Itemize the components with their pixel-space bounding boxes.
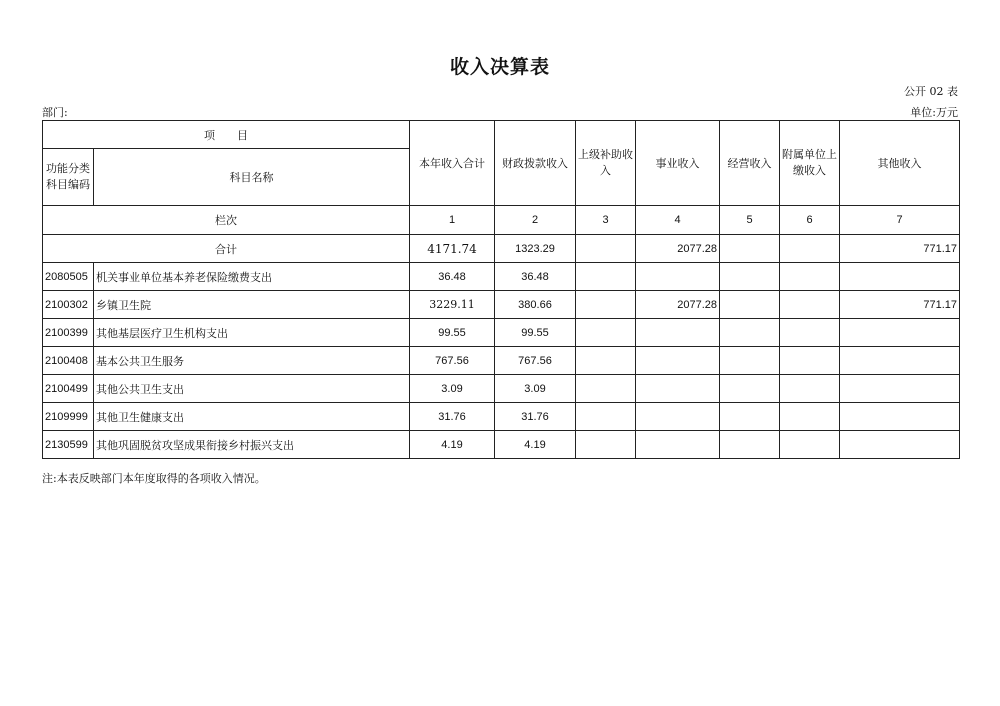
index-number: 4 xyxy=(636,206,720,235)
row-code: 2100499 xyxy=(43,375,94,403)
row-value xyxy=(840,347,960,375)
row-value xyxy=(840,431,960,459)
row-value xyxy=(840,263,960,291)
row-value xyxy=(720,319,780,347)
row-value xyxy=(720,375,780,403)
row-value xyxy=(576,291,636,319)
index-number: 5 xyxy=(720,206,780,235)
total-cell: 2077.28 xyxy=(636,235,720,263)
header-superior-subsidy: 上级补助收入 xyxy=(576,121,636,206)
row-code: 2130599 xyxy=(43,431,94,459)
row-value xyxy=(576,263,636,291)
row-code: 2100399 xyxy=(43,319,94,347)
index-number: 3 xyxy=(576,206,636,235)
row-value xyxy=(780,291,840,319)
row-value xyxy=(840,375,960,403)
row-name: 基本公共卫生服务 xyxy=(94,347,410,375)
row-code: 2109999 xyxy=(43,403,94,431)
row-value xyxy=(780,375,840,403)
row-value: 3229.11 xyxy=(410,291,495,319)
header-affiliated-income: 附属单位上缴收入 xyxy=(780,121,840,206)
index-number: 6 xyxy=(780,206,840,235)
total-row xyxy=(43,235,960,263)
header-total-income: 本年收入合计 xyxy=(410,121,495,206)
index-number: 7 xyxy=(840,206,960,235)
row-value: 3.09 xyxy=(410,375,495,403)
department-label: 部门: xyxy=(42,106,68,119)
row-code: 2100408 xyxy=(43,347,94,375)
row-value: 2077.28 xyxy=(636,291,720,319)
row-name: 其他基层医疗卫生机构支出 xyxy=(94,319,410,347)
row-value xyxy=(636,347,720,375)
row-value: 3.09 xyxy=(495,375,576,403)
row-value xyxy=(576,431,636,459)
header-code: 功能分类科目编码 xyxy=(43,149,94,206)
row-value: 36.48 xyxy=(410,263,495,291)
table-row xyxy=(43,375,960,403)
row-value xyxy=(780,319,840,347)
row-value xyxy=(840,403,960,431)
row-name: 其他公共卫生支出 xyxy=(94,375,410,403)
table-row xyxy=(43,347,960,375)
row-value xyxy=(576,347,636,375)
row-value xyxy=(720,263,780,291)
total-cell: 771.17 xyxy=(840,235,960,263)
row-value xyxy=(636,263,720,291)
total-cell: 4171.74 xyxy=(410,235,495,263)
table-row xyxy=(43,263,960,291)
row-value: 771.17 xyxy=(840,291,960,319)
row-value xyxy=(840,319,960,347)
row-value xyxy=(780,263,840,291)
header-project: 项 目 xyxy=(43,121,410,149)
table-row xyxy=(43,319,960,347)
index-label: 栏次 xyxy=(43,206,410,235)
row-value xyxy=(576,403,636,431)
row-value xyxy=(720,403,780,431)
total-label: 合计 xyxy=(43,235,410,263)
header-business-income: 事业收入 xyxy=(636,121,720,206)
row-value xyxy=(720,347,780,375)
table-row xyxy=(43,291,960,319)
row-value: 767.56 xyxy=(495,347,576,375)
table-row xyxy=(43,431,960,459)
revenue-table xyxy=(42,120,960,459)
index-number: 1 xyxy=(410,206,495,235)
footnote: 注:本表反映部门本年度取得的各项收入情况。 xyxy=(42,472,266,485)
row-value xyxy=(720,291,780,319)
row-value: 31.76 xyxy=(410,403,495,431)
row-value xyxy=(780,431,840,459)
row-name: 乡镇卫生院 xyxy=(94,291,410,319)
table-row xyxy=(43,403,960,431)
row-value: 36.48 xyxy=(495,263,576,291)
row-value: 99.55 xyxy=(410,319,495,347)
row-name: 其他巩固脱贫攻坚成果衔接乡村振兴支出 xyxy=(94,431,410,459)
row-value: 4.19 xyxy=(410,431,495,459)
total-cell: 1323.29 xyxy=(495,235,576,263)
header-name: 科目名称 xyxy=(94,149,410,206)
row-value xyxy=(780,403,840,431)
header-other-income: 其他收入 xyxy=(840,121,960,206)
data-rows xyxy=(43,263,960,459)
row-code: 2080505 xyxy=(43,263,94,291)
row-name: 其他卫生健康支出 xyxy=(94,403,410,431)
row-value: 99.55 xyxy=(495,319,576,347)
row-value xyxy=(780,347,840,375)
total-cell xyxy=(720,235,780,263)
index-number: 2 xyxy=(495,206,576,235)
row-name: 机关事业单位基本养老保险缴费支出 xyxy=(94,263,410,291)
form-number: 公开 02 表 xyxy=(904,85,958,98)
row-value xyxy=(576,375,636,403)
header-operating-income: 经营收入 xyxy=(720,121,780,206)
row-value xyxy=(636,375,720,403)
total-cell xyxy=(780,235,840,263)
header-fiscal-income: 财政拨款收入 xyxy=(495,121,576,206)
row-value: 767.56 xyxy=(410,347,495,375)
row-value xyxy=(636,431,720,459)
unit-label: 单位:万元 xyxy=(910,106,958,119)
page-title: 收入决算表 xyxy=(449,56,550,78)
row-value: 31.76 xyxy=(495,403,576,431)
row-value xyxy=(576,319,636,347)
row-value: 4.19 xyxy=(495,431,576,459)
row-value xyxy=(720,431,780,459)
total-cell xyxy=(576,235,636,263)
row-code: 2100302 xyxy=(43,291,94,319)
row-value xyxy=(636,403,720,431)
row-value: 380.66 xyxy=(495,291,576,319)
row-value xyxy=(636,319,720,347)
